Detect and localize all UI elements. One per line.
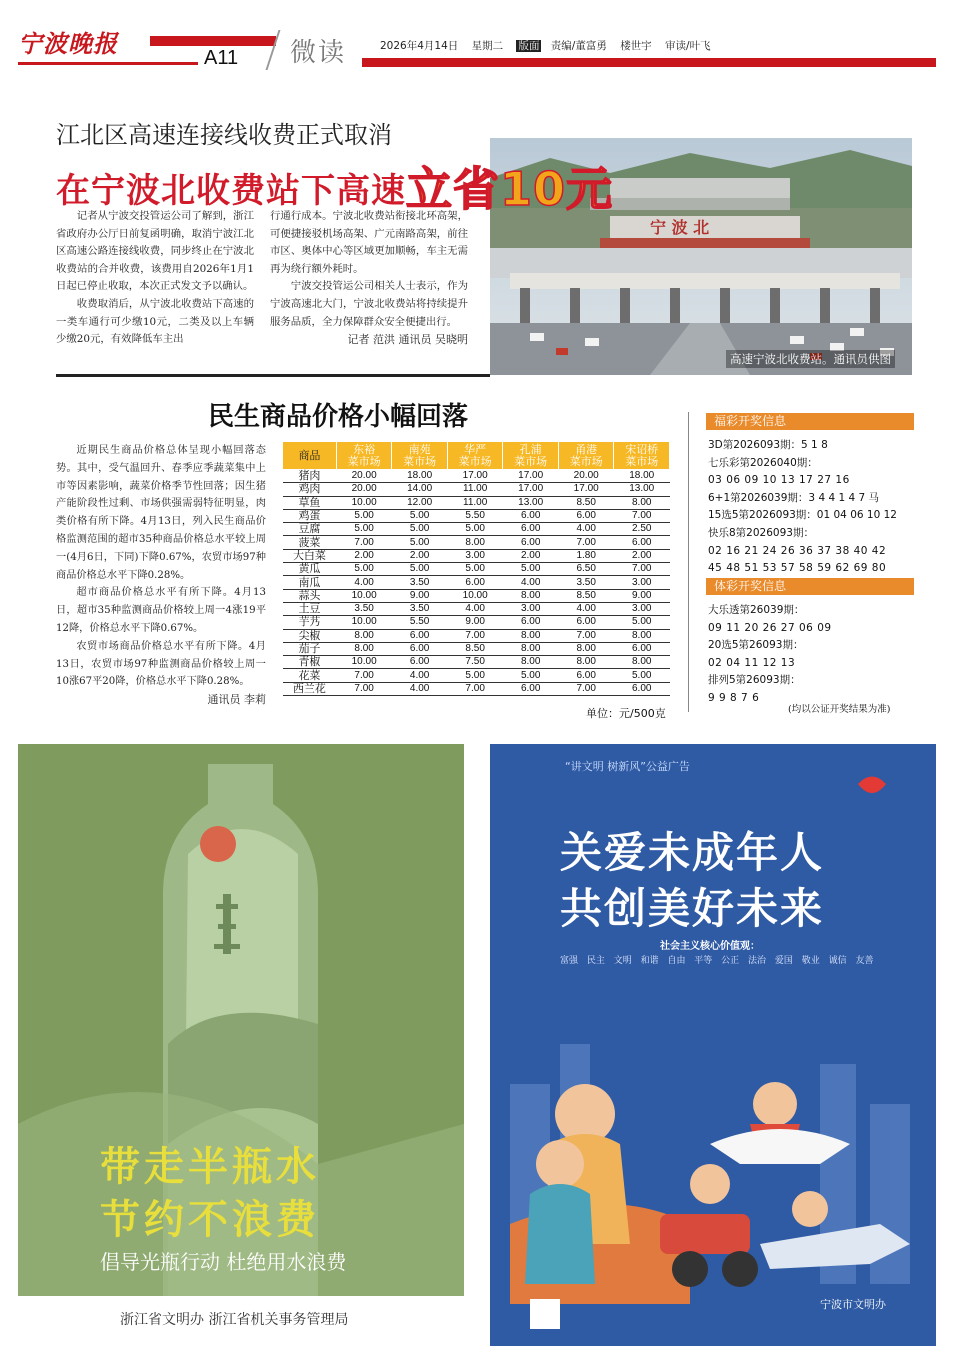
price-cell: 2.00 [503,549,559,562]
header-tag: 版面 [518,40,540,52]
price-cell: 8.00 [503,656,559,669]
ticai-header: 体彩开奖信息 [706,578,914,595]
price-item-name: 大白菜 [283,549,337,562]
price-cell: 7.00 [614,509,670,522]
ad-right-headline1: 关爱未成年人 [560,828,825,877]
price-cell: 2.00 [392,549,448,562]
fucai-header: 福彩开奖信息 [706,413,914,430]
price-cell: 7.50 [447,656,503,669]
price-cell: 5.00 [503,669,559,682]
price-cell: 3.00 [503,602,559,615]
price-item-name: 土豆 [283,602,337,615]
price-cell: 8.00 [614,496,670,509]
photo-caption: 高速宁波北收费站。通讯员供图 [726,350,895,368]
header-date: 2026年4月14日 [380,40,459,52]
price-cell: 6.00 [392,642,448,655]
price-cell: 11.00 [447,483,503,496]
price-table-head-market: 华严 菜市场 [447,442,503,470]
price-cell: 9.00 [392,589,448,602]
price-cell: 1.80 [558,549,614,562]
price-table-header [283,442,670,470]
price-cell: 5.00 [447,523,503,536]
article1-paragraph: 收费取消后，从宁波北收费站下高速的一类车通行可少缴10元，二类及以上车辆少缴20元，有效降低车主出 [56,297,254,346]
ad-right-headline2: 共创美好未来 [560,884,825,933]
price-cell: 18.00 [392,470,448,483]
price-cell: 12.00 [392,496,448,509]
lottery-line: 七乐彩第2026040期： [708,456,818,469]
price-item-name: 黄瓜 [283,563,337,576]
price-cell: 18.00 [614,470,670,483]
header-weekday: 星期二 [471,40,504,52]
price-table-head-item: 商品 [283,442,337,470]
price-cell: 8.00 [336,642,392,655]
article1-column-2 [270,208,468,349]
price-cell: 4.00 [336,576,392,589]
price-cell: 7.00 [558,536,614,549]
price-cell: 8.00 [558,656,614,669]
page-number: A11 [204,47,239,69]
article1-paragraph: 记者从宁波交投管运公司了解到，浙江省政府办公厅日前复函明确，取消宁波江北区高速公路连接线收费，同步终止在宁波北收费站的合并收费，该费用自2026年1月1日起已停止收取，本次正式发文予以确认。 [56,210,254,293]
ad-left-line1: 带走半瓶水 [100,1143,320,1190]
price-cell: 3.50 [558,576,614,589]
price-cell: 5.50 [447,509,503,522]
price-cell: 3.50 [336,602,392,615]
price-table-row [283,496,670,509]
article2-paragraph: 超市商品价格总水平有所下降。4月13日，超市35种监测商品价格较上周一4涨19平12降，价格总水平下降0.67%。 [56,587,266,634]
lottery-line: 20选5第26093期： [708,639,804,652]
lottery-line: 3D第2026093期：5 1 8 [708,439,828,451]
price-cell: 3.50 [392,602,448,615]
article2-column [56,442,266,709]
price-item-name: 菠菜 [283,536,337,549]
price-cell: 10.00 [447,589,503,602]
price-cell: 4.00 [503,576,559,589]
price-item-name: 尖椒 [283,629,337,642]
price-cell: 4.00 [558,602,614,615]
price-item-name: 豆腐 [283,523,337,536]
lottery-note: (均以公证开奖结果为准) [788,704,891,715]
price-cell: 7.00 [336,536,392,549]
lottery-line: 45 48 51 53 57 58 59 62 69 80 [708,562,887,575]
article1-subtitle: 江北区高速连接线收费正式取消 [56,121,392,149]
price-cell: 6.00 [558,669,614,682]
price-cell: 6.00 [614,642,670,655]
fucai-results [708,437,914,578]
price-item-name: 青椒 [283,656,337,669]
price-cell: 8.50 [558,496,614,509]
price-item-name: 鸡蛋 [283,509,337,522]
price-cell: 6.00 [392,656,448,669]
price-cell: 5.00 [392,523,448,536]
lottery-line: 09 11 20 26 27 06 09 [708,621,832,634]
price-cell: 9.00 [614,589,670,602]
price-cell: 6.00 [503,523,559,536]
lottery-line: 03 06 09 10 13 17 27 16 [708,474,850,487]
price-cell: 17.00 [503,470,559,483]
header-red-bar [150,36,276,46]
ad-right-values-title: 社会主义核心价值观： [660,941,760,952]
price-cell: 13.00 [503,496,559,509]
price-cell: 20.00 [558,470,614,483]
article1-title-main: 在宁波北收费站下高速 [56,171,406,211]
price-cell: 5.00 [503,563,559,576]
price-cell: 11.00 [447,496,503,509]
price-cell: 5.00 [336,509,392,522]
price-cell: 20.00 [336,483,392,496]
ad-right-values: 富强 民主 文明 和谐 自由 平等 公正 法治 爱国 敬业 诚信 友善 [560,956,874,966]
price-item-name: 茄子 [283,642,337,655]
price-cell: 5.00 [447,669,503,682]
lottery-line: 02 04 11 12 13 [708,656,796,669]
price-cell: 17.00 [558,483,614,496]
article1-title [56,150,613,216]
price-cell: 3.00 [447,549,503,562]
article1-paragraph: 行通行成本。宁波北收费站衔接北环高架，可便捷接驳机场高架、广元南路高架，前往市区、奥体中心等区域更加顺畅，车主无需再为绕行额外耗时。 [270,210,468,275]
price-cell: 20.00 [336,470,392,483]
price-cell: 8.00 [503,589,559,602]
price-table-row [283,669,670,682]
price-cell: 5.00 [336,563,392,576]
price-cell: 8.00 [614,629,670,642]
price-item-name: 蒜头 [283,589,337,602]
price-cell: 10.00 [336,616,392,629]
price-item-name: 鸡肉 [283,483,337,496]
article2-paragraph: 近期民生商品价格总体呈现小幅回落态势。其中，受气温回升、春季应季蔬菜集中上市等因素影响，蔬菜价格季节性回落；因生猪产能阶段性过剩、市场供强需弱特征明显，肉类价格有所下降。4月13日，列入民生商品价格监测范围的超市35种商品价格总水平较上周一(4月6日，下同)下降0.67%，农贸市场97种商品价格总水平下降0.28%。 [56,445,266,581]
price-table-row [283,483,670,496]
price-table-row [283,549,670,562]
article1-paragraph: 宁波交投管运公司相关人士表示，作为宁波高速北大门，宁波北收费站将持续提升服务品质，全力保障群众安全便捷出行。 [270,280,468,328]
price-item-name: 芋艿 [283,616,337,629]
price-cell: 6.00 [503,509,559,522]
price-cell: 6.00 [503,536,559,549]
price-table [282,441,670,696]
lottery-line: 02 16 21 24 26 36 37 38 40 42 [708,544,887,557]
lottery-line: 9 9 8 7 6 [708,691,760,704]
header-info [380,38,721,53]
price-table-row [283,470,670,483]
article2-byline: 通讯员 李莉 [207,693,266,707]
price-table-body [283,470,670,696]
ad-right-tagline: “讲文明 树新风”公益广告 [565,760,690,773]
header-proof: 审读/叶飞 [665,40,711,52]
lottery-line: 15选5第2026093期：01 04 06 10 12 [708,509,897,522]
ad-right-footer: 宁波市文明办 [820,1298,886,1311]
price-cell: 6.00 [558,509,614,522]
price-cell: 5.00 [447,563,503,576]
article1-title-highlight: 立省10元 [406,162,614,216]
price-table-row [283,563,670,576]
price-cell: 3.50 [392,576,448,589]
price-cell: 8.00 [558,642,614,655]
price-cell: 7.00 [336,682,392,695]
header-designer: 楼世宇 [620,40,652,52]
price-cell: 4.00 [392,682,448,695]
lottery-line: 排列5第26093期： [708,674,801,687]
price-item-name: 猪肉 [283,470,337,483]
price-cell: 3.00 [614,576,670,589]
price-cell: 6.50 [558,563,614,576]
price-cell: 8.00 [336,629,392,642]
price-cell: 14.00 [392,483,448,496]
price-cell: 6.00 [558,616,614,629]
price-table-row [283,602,670,615]
price-cell: 10.00 [336,656,392,669]
price-cell: 4.00 [392,669,448,682]
price-table-row [283,589,670,602]
price-cell: 4.00 [447,602,503,615]
price-cell: 8.00 [503,629,559,642]
price-table-row [283,642,670,655]
price-cell: 7.00 [336,669,392,682]
price-cell: 6.00 [447,576,503,589]
ad-left-line3: 倡导光瓶行动 杜绝用水浪费 [100,1250,347,1274]
price-cell: 6.00 [503,616,559,629]
price-cell: 9.00 [447,616,503,629]
photo-sign-text: 宁 波 北 [650,218,710,237]
ad-left-line2: 节约不浪费 [100,1196,320,1243]
price-cell: 5.50 [392,616,448,629]
price-cell: 2.50 [614,523,670,536]
price-cell: 7.00 [447,629,503,642]
price-cell: 5.00 [336,523,392,536]
price-table-row [283,682,670,695]
price-cell: 17.00 [447,470,503,483]
price-cell: 5.00 [392,563,448,576]
price-table-row [283,536,670,549]
price-cell: 4.00 [558,523,614,536]
column-divider [688,412,689,712]
price-cell: 8.00 [503,642,559,655]
article2-title: 民生商品价格小幅回落 [208,402,469,432]
price-cell: 5.00 [614,616,670,629]
price-cell: 5.00 [392,536,448,549]
price-cell: 6.00 [614,682,670,695]
header-red-line [18,62,198,65]
price-cell: 7.00 [558,682,614,695]
header-editor: 责编/董富勇 [550,40,607,52]
price-cell: 3.00 [614,602,670,615]
section-name: 微读 [290,38,347,68]
price-cell: 6.00 [392,629,448,642]
lottery-line: 大乐透第26039期： [708,604,805,616]
ad-left-footer: 浙江省文明办 浙江省机关事务管理局 [120,1312,349,1328]
price-table-row [283,523,670,536]
price-table-head-market: 宋诏桥 菜市场 [614,442,670,470]
price-cell: 8.50 [447,642,503,655]
price-cell: 5.00 [392,509,448,522]
price-cell: 17.00 [503,483,559,496]
price-table-head-market: 南苑 菜市场 [392,442,448,470]
price-table-row [283,509,670,522]
price-item-name: 花菜 [283,669,337,682]
price-cell: 2.00 [336,549,392,562]
price-item-name: 西兰花 [283,682,337,695]
price-cell: 13.00 [614,483,670,496]
lottery-line: 6+1第2026039期：3 4 4 1 4 7 马 [708,491,880,504]
price-item-name: 草鱼 [283,496,337,509]
article1-column-1 [56,208,254,349]
price-item-name: 南瓜 [283,576,337,589]
article2-paragraph: 农贸市场商品价格总水平有所下降。4月13日，农贸市场97种监测商品价格较上周一10涨67平20降，价格总水平下降0.28%。 [56,640,266,688]
price-table-row [283,656,670,669]
price-cell: 10.00 [336,496,392,509]
ticai-results [708,602,914,708]
price-cell: 6.00 [503,682,559,695]
price-cell: 7.00 [447,682,503,695]
price-cell: 8.00 [447,536,503,549]
price-table-head-market: 甬港 菜市场 [558,442,614,470]
price-cell: 10.00 [336,589,392,602]
price-table-head-market: 孔浦 菜市场 [503,442,559,470]
price-cell: 2.00 [614,549,670,562]
price-cell: 8.00 [614,656,670,669]
price-cell: 7.00 [614,563,670,576]
price-table-row [283,576,670,589]
price-table-head-market: 东裕 菜市场 [336,442,392,470]
article1-byline: 记者 范洪 通讯员 吴晓明 [347,333,468,347]
price-table-row [283,616,670,629]
price-cell: 8.50 [558,589,614,602]
price-cell: 5.00 [614,669,670,682]
price-cell: 6.00 [614,536,670,549]
price-cell: 7.00 [558,629,614,642]
masthead-logo: 宁波晚报 [18,29,118,58]
section-divider [56,374,490,377]
lottery-line: 快乐8第2026093期： [708,526,814,539]
price-unit: 单位：元/500克 [586,707,666,720]
header-main-bar [362,58,936,67]
price-table-row [283,629,670,642]
